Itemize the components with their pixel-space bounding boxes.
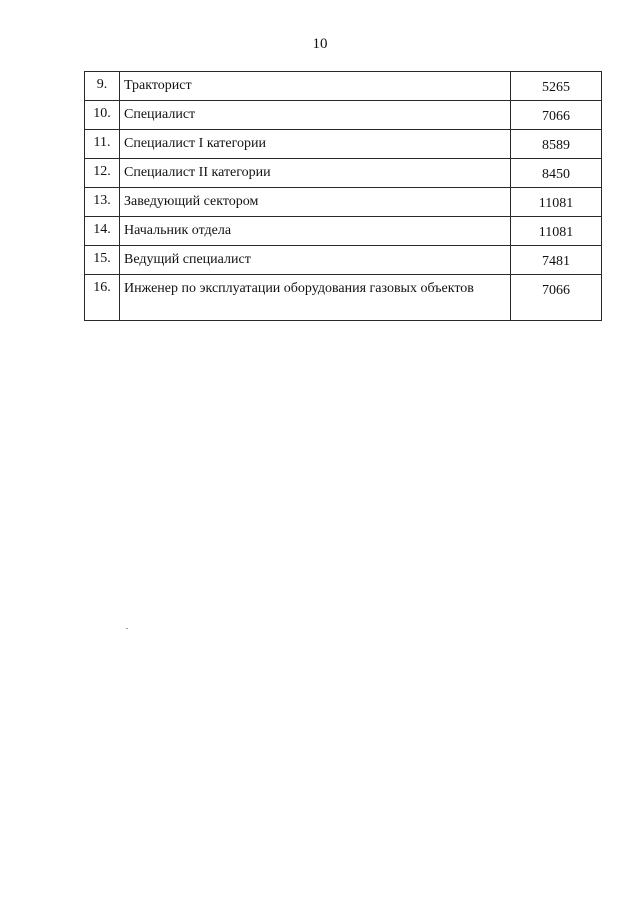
table-row — [85, 217, 602, 246]
position-title: Начальник отдела — [120, 217, 511, 246]
salary-value: 7481 — [511, 246, 602, 275]
scan-speck — [126, 628, 128, 629]
row-number: 11. — [85, 130, 120, 159]
row-number: 12. — [85, 159, 120, 188]
table-row — [85, 72, 602, 101]
position-title: Ведущий специалист — [120, 246, 511, 275]
table-row — [85, 188, 602, 217]
position-title: Тракторист — [120, 72, 511, 101]
salary-value: 11081 — [511, 188, 602, 217]
salary-value: 5265 — [511, 72, 602, 101]
row-number: 16. — [85, 275, 120, 321]
row-number: 9. — [85, 72, 120, 101]
position-title: Специалист II категории — [120, 159, 511, 188]
position-title: Заведующий сектором — [120, 188, 511, 217]
salary-value: 11081 — [511, 217, 602, 246]
row-number: 14. — [85, 217, 120, 246]
table-row — [85, 159, 602, 188]
position-title: Специалист I категории — [120, 130, 511, 159]
row-number: 15. — [85, 246, 120, 275]
table-row — [85, 275, 602, 321]
salary-value: 7066 — [511, 275, 602, 321]
staff-salary-table — [84, 71, 602, 321]
position-title: Инженер по эксплуатации оборудования газовых объектов — [120, 275, 511, 321]
page-number: 10 — [312, 36, 328, 52]
table-row — [85, 246, 602, 275]
salary-value: 7066 — [511, 101, 602, 130]
table-row — [85, 130, 602, 159]
row-number: 13. — [85, 188, 120, 217]
salary-value: 8589 — [511, 130, 602, 159]
table-row — [85, 101, 602, 130]
row-number: 10. — [85, 101, 120, 130]
salary-value: 8450 — [511, 159, 602, 188]
position-title: Специалист — [120, 101, 511, 130]
